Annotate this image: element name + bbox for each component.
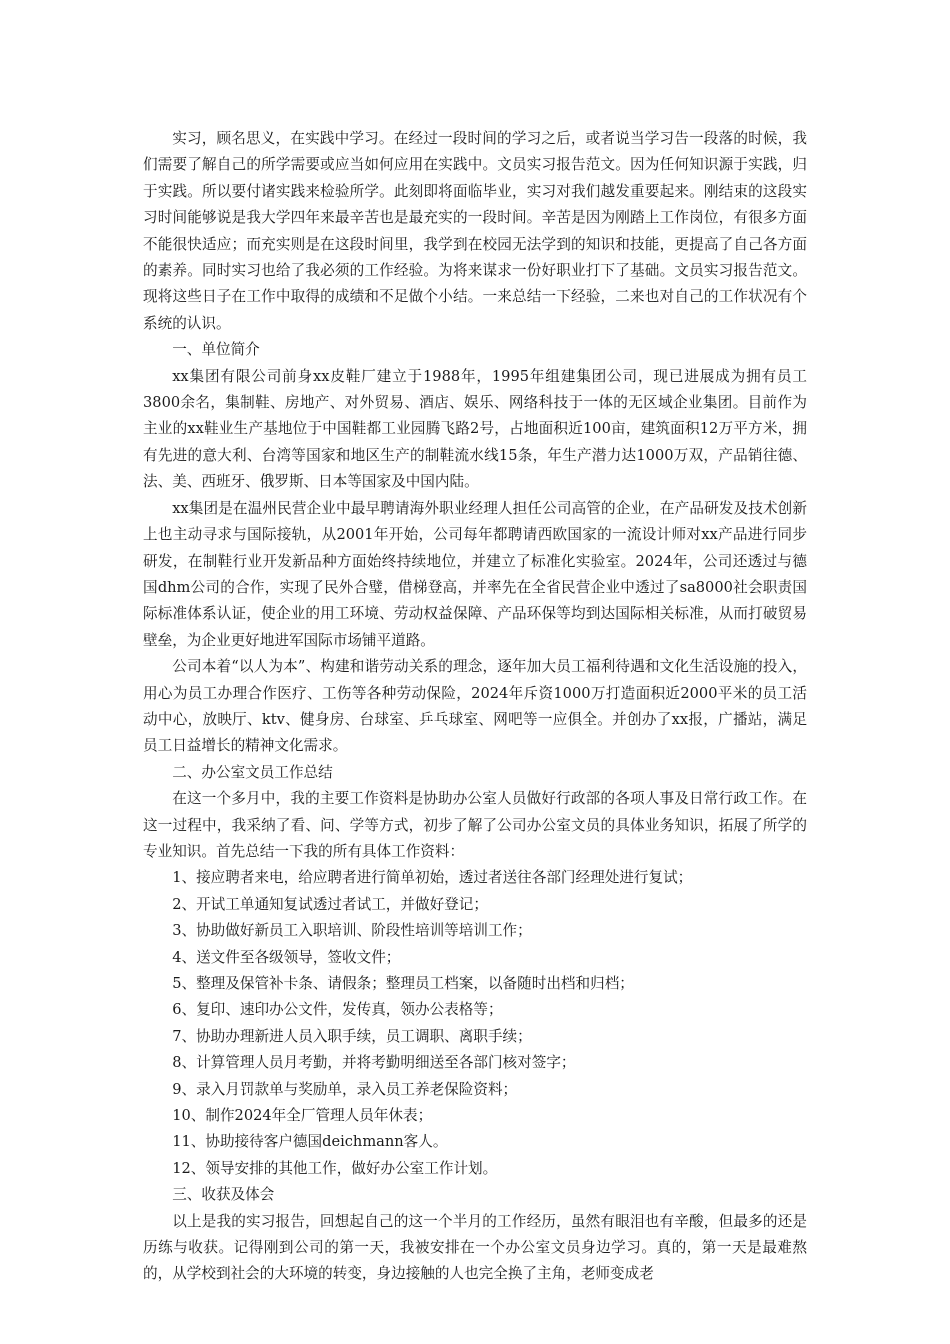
company-profile-paragraph-3: 公司本着“以人为本”、构建和谐劳动关系的理念，逐年加大员工福利待遇和文化生活设施的投入，用心为员工办理合作医疗、工伤等各种劳动保险，2024年斥资1000万打造面积近2000平米的员工活动中心，放映厅、ktv、健身房、台球室、乒乓球室、网吧等一应俱全。并创办了xx报，广播站，满足员工日益增长的精神文化需求。 (143, 658, 807, 755)
list-item: 3、协助做好新员工入职培训、阶段性培训等培训工作； (172, 922, 532, 940)
work-summary-paragraph: 在这一个多月中，我的主要工作资料是协助办公室人员做好行政部的各项人事及日常行政工作。在这一过程中，我采纳了看、问、学等方式，初步了解了公司办公室文员的具体业务知识，拓展了所学的专业知识。首先总结一下我的所有具体工作资料： (143, 790, 807, 860)
list-item: 10、制作2024年全厂管理人员年休表； (172, 1107, 433, 1125)
list-item: 9、录入月罚款单与奖励单，录入员工养老保险资料； (172, 1080, 518, 1098)
section-heading-work-summary: 二、办公室文员工作总结 (172, 763, 333, 781)
list-item: 8、计算管理人员月考勤，并将考勤明细送至各部门核对签字； (172, 1054, 576, 1072)
intro-paragraph: 实习，顾名思义，在实践中学习。在经过一段时间的学习之后，或者说当学习告一段落的时候，我们需要了解自己的所学需要或应当如何应用在实践中。文员实习报告范文。因为任何知识源于实践，归于实践。所以要付诸实践来检验所学。此刻即将面临毕业，实习对我们越发重要起来。刚结束的这段实习时间能够说是我大学四年来最辛苦也是最充实的一段时间。辛苦是因为刚踏上工作岗位，有很多方面不能很快适应；而充实则是在这段时间里，我学到在校园无法学到的知识和技能，更提高了自己各方面的素养。同时实习也给了我必须的工作经验。为将来谋求一份好职业打下了基础。文员实习报告范文。现将这些日子在工作中取得的成绩和不足做个小结。一来总结一下经验，二来也对自己的工作状况有个系统的认识。 (143, 130, 807, 332)
list-item: 2、开试工单通知复试透过者试工，并做好登记； (172, 895, 488, 913)
list-item: 12、领导安排的其他工作，做好办公室工作计划。 (172, 1159, 498, 1177)
company-profile-paragraph-1: xx集团有限公司前身xx皮鞋厂建立于1988年，1995年组建集团公司，现已进展成为拥有员工3800余名，集制鞋、房地产、对外贸易、酒店、娱乐、网络科技于一体的无区域企业集团。目前作为主业的xx鞋业生产基地位于中国鞋都工业园腾飞路2号，占地面积近100亩，建筑面积12万平方米，拥有先进的意大利、台湾等国家和地区生产的制鞋流水线15条，年生产潜力达1000万双，产品销往德、法、美、西班牙、俄罗斯、日本等国家及中国内陆。 (143, 367, 807, 491)
company-profile-paragraph-2: xx集团是在温州民营企业中最早聘请海外职业经理人担任公司高管的企业，在产品研发及技术创新上也主动寻求与国际接轨，从2001年开始，公司每年都聘请西欧国家的一流设计师对xx产品进行同步研发，在制鞋行业开发新品种方面始终持续地位，并建立了标准化实验室。2024年，公司还透过与德国dhm公司的合作，实现了民外合璧，借梯登高，并率先在全省民营企业中透过了sa8000社会职责国际标准体系认证，使企业的用工环境、劳动权益保障、产品环保等均到达国际相关标准，从而打破贸易壁垒，为企业更好地进军国际市场铺平道路。 (143, 499, 807, 649)
document-body (143, 126, 807, 1288)
reflections-paragraph: 以上是我的实习报告，回想起自己的这一个半月的工作经历，虽然有眼泪也有辛酸，但最多的还是历练与收获。记得刚到公司的第一天，我被安排在一个办公室文员身边学习。真的，第一天是最难熬的，从学校到社会的大环境的转变，身边接触的人也完全换了主角，老师变成老 (143, 1212, 807, 1283)
list-item: 6、复印、速印办公文件，发传真，领办公表格等； (172, 1001, 503, 1019)
list-item: 5、整理及保管补卡条、请假条；整理员工档案，以备随时出档和归档； (172, 975, 634, 992)
list-item: 7、协助办理新进人员入职手续，员工调职、离职手续； (172, 1027, 532, 1045)
section-heading-company-profile: 一、单位简介 (172, 341, 260, 359)
list-item: 11、协助接待客户德国deichmann客人。 (172, 1133, 448, 1151)
section-heading-reflections: 三、收获及体会 (172, 1186, 275, 1204)
list-item: 4、送文件至各级领导，签收文件； (172, 948, 401, 966)
list-item: 1、接应聘者来电，给应聘者进行简单初始，透过者送往各部门经理处进行复试； (172, 869, 693, 887)
task-list (143, 865, 807, 1182)
